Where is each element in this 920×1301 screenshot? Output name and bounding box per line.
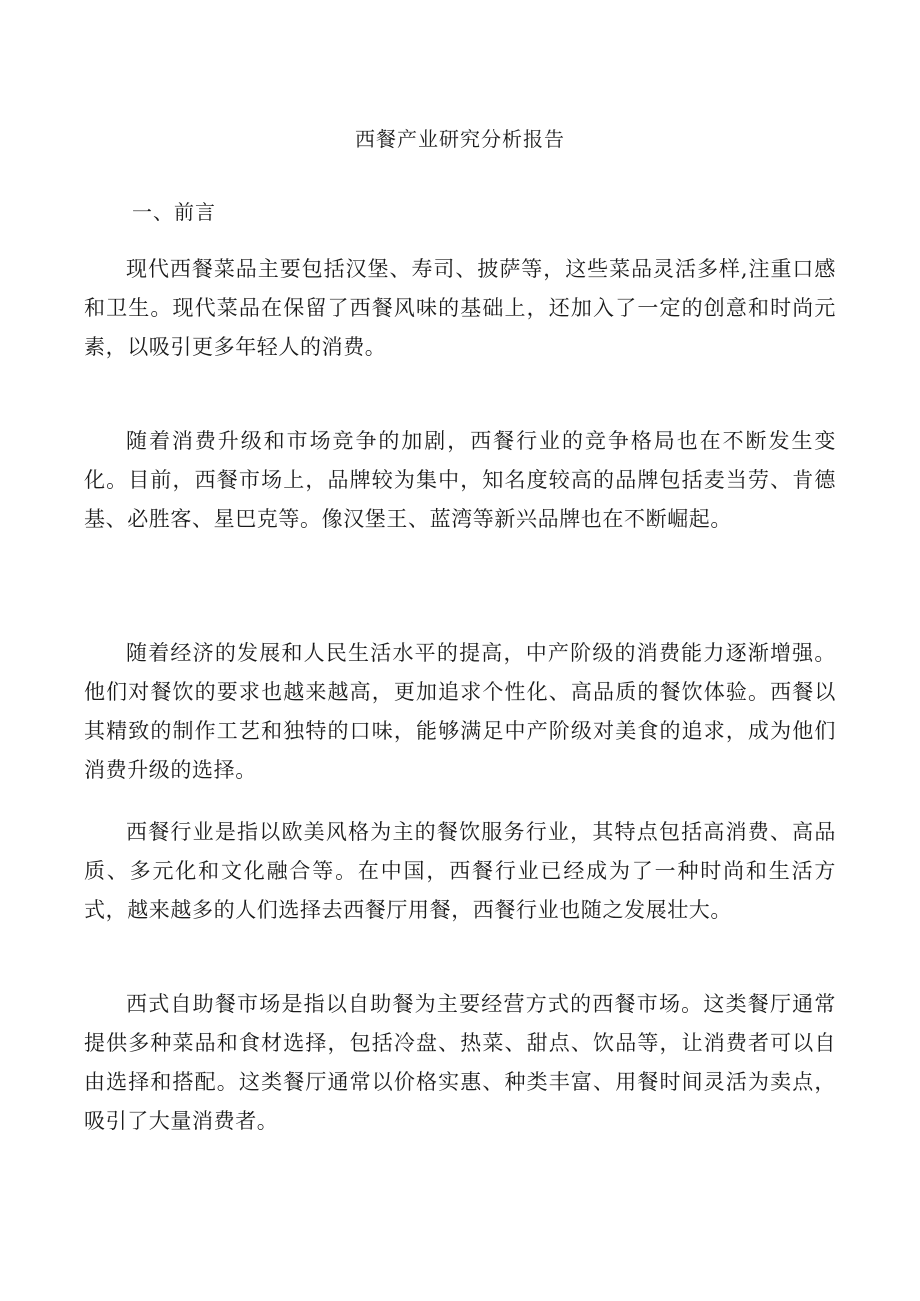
- paragraph: 西餐行业是指以欧美风格为主的餐饮服务行业，其特点包括高消费、高品质、多元化和文化融合等。在中国，西餐行业已经成为了一种时尚和生活方式，越来越多的人们选择去西餐厅用餐，西餐行业也随之发展壮大。: [84, 820, 836, 922]
- paragraph: 随着经济的发展和人民生活水平的提高，中产阶级的消费能力逐渐增强。他们对餐饮的要求也越来越高，更加追求个性化、高品质的餐饮体验。西餐以其精致的制作工艺和独特的口味，能够满足中产阶级对美食的追求，成为他们消费升级的选择。: [84, 641, 836, 782]
- paragraph: 随着消费升级和市场竞争的加剧，西餐行业的竞争格局也在不断发生变化。目前，西餐市场上，品牌较为集中，知名度较高的品牌包括麦当劳、肯德基、必胜客、星巴克等。像汉堡王、蓝湾等新兴品牌也在不断崛起。: [84, 429, 836, 531]
- paragraph: 西式自助餐市场是指以自助餐为主要经营方式的西餐市场。这类餐厅通常提供多种菜品和食材选择，包括冷盘、热菜、甜点、饮品等，让消费者可以自由选择和搭配。这类餐厅通常以价格实惠、种类丰富、用餐时间灵活为卖点，吸引了大量消费者。: [84, 992, 836, 1133]
- section-heading: 一、前言: [132, 200, 216, 224]
- document-title: 西餐产业研究分析报告: [355, 127, 565, 151]
- paragraph: 现代西餐菜品主要包括汉堡、寿司、披萨等，这些菜品灵活多样,注重口感和卫生。现代菜品在保留了西餐风味的基础上，还加入了一定的创意和时尚元素，以吸引更多年轻人的消费。: [84, 257, 836, 359]
